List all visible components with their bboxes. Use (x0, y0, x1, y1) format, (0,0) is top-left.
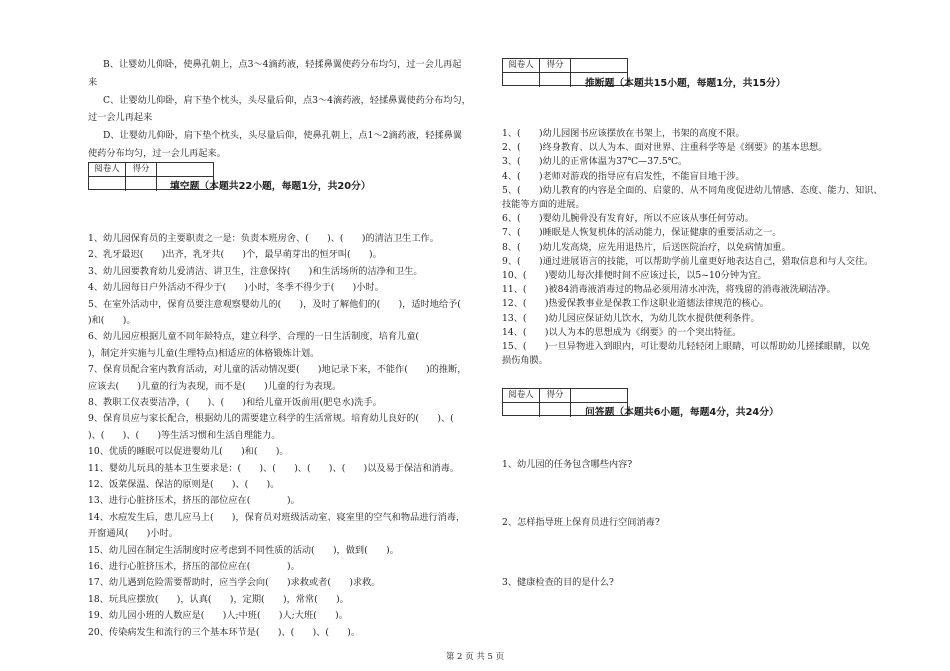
question-line: 应该去( )儿童的行为表现，而不是( )儿童的行为表现。 (88, 380, 342, 392)
reviewer-label: 阅卷人 (503, 389, 540, 402)
question-line: 2、乳牙最迟( )出齐，乳牙共( )个，最早萌芽出的恒牙叫( )。 (88, 249, 382, 261)
question-line: 4、( )老师对游戏的指导应有启发性，不能盲目地干涉。 (502, 170, 745, 182)
qa-title: 问答题（本题共6小题，每题4分，共24分） (585, 407, 779, 418)
question-line: 1、幼儿园保育员的主要职责之一是：负责本班房舍、( )、( )的清洁卫生工作。 (88, 233, 439, 244)
question-line: 11、( )被84消毒液消毒过的物品必须用清水冲洗，将残留的消毒液洗刷洁净。 (502, 284, 836, 296)
question-line: 9、( )通过进展语言的技能，可以帮助学前儿童更好地表达自己，猎取信息和与人交往。 (502, 255, 874, 267)
question-line: 10、( )婴幼儿每次排便时间不应该过长，以5~10分钟为宜。 (502, 270, 767, 281)
question-line: 开窗通风( )小时。 (88, 528, 178, 540)
question-line: 8、教职工仪表要洁净，( )、( )和给儿童开饭前用(肥皂水)洗手。 (88, 397, 382, 408)
question-line: 12、( )热爱保教事业是保教工作这职业道德法律规范的核心。 (502, 298, 769, 310)
question-line: 3、幼儿园要教育幼儿爱清洁、讲卫生，注意保持( )和生活场所的洁净和卫生。 (88, 265, 423, 277)
question-line: 7、( )睡眠是人恢复机体的活动能力，保证健康的重要活动之一。 (502, 227, 782, 239)
judge-title: 推断题（本题共15小题，每题1分，共15分） (585, 78, 786, 89)
option-line: 使药分布均匀，过一会儿再起来。 (88, 148, 226, 159)
question-line: 20、传染病发生和流行的三个基本环节是( )、( )、( )。 (88, 626, 361, 638)
qa-question: 3、健康检查的目的是什么? (502, 577, 614, 588)
question-line: 10、优质的睡眠可以促进婴幼儿( )和( )。 (88, 446, 289, 458)
option-line: 过一会儿再起来 (88, 112, 153, 123)
question-line: )、( )、( )等生活习惯和生活自理能力。 (88, 429, 281, 441)
question-line: 6、( )婴幼儿腕骨没有发育好，所以不应该从事任何劳动。 (502, 213, 754, 225)
question-line: 1、( )幼儿园图书应该摆放在书架上，书架的高度不限。 (502, 128, 745, 139)
question-line: 16、进行心脏挤压术，挤压的部位应在( )。 (88, 561, 300, 572)
question-line: 5、( )幼儿教育的内容是全面的、启蒙的、从不同角度促进幼儿情感、态度、能力、知识、 (502, 184, 883, 196)
question-line: 13、( )幼儿园应保证幼儿饮水，为幼儿饮水提供便利条件。 (502, 312, 760, 324)
question-line: 9、保育员应与家长配合，根据幼儿的需要建立科学的生活常规。培育幼儿良好的( )、( (88, 413, 454, 425)
option-line: B、让婴幼儿仰卧，使鼻孔朝上，点3～4滴药液，轻揉鼻翼使药分布均匀，过一会儿再起 (103, 59, 462, 70)
page-footer: 第 2 页 共 5 页 (445, 652, 505, 662)
question-line: 6、幼儿园应根据儿童不同年龄特点，建立科学、合理的一日生活制度，培育儿童( (88, 331, 438, 343)
score-label: 得分 (540, 59, 571, 72)
question-line: 损伤角膜。 (502, 355, 548, 367)
question-line: 8、( )幼儿发高烧，应先用退热片，后送医院治疗，以免病情加重。 (502, 241, 791, 253)
question-line: 15、幼儿园在制定生活制度时应考虑到不同性质的活动( )，做到( )。 (88, 544, 399, 556)
question-line: 14、水痘发生后，患儿应马上( )，保育员对班级活动室、寝室里的空气和物品进行消毒， (88, 511, 466, 523)
question-line: 2、( )终身教育、以人为本、面对世界、注重科学等是《纲要》的基本思想。 (502, 142, 828, 154)
option-line: C、让婴幼儿仰卧，肩下垫个枕头，头尽量后仰，点3～4滴药液，轻揉鼻翼使药分布均匀， (103, 95, 471, 106)
question-line: 4、幼儿园每日户外活动不得少于( )小时，冬季不得少于( )小时。 (88, 282, 384, 294)
question-line: 技能等方面的进展。 (502, 199, 585, 210)
option-line: D、让婴幼儿仰卧，肩下垫个枕头，头尽量后仰，使鼻孔朝上，点1～2滴药液，轻揉鼻翼 (103, 130, 462, 141)
fill-blank-title: 填空题（本题共22小题，每题1分，共20分） (170, 181, 371, 192)
question-line: 12、饭菜保温、保洁的原则是( )、( )。 (88, 479, 280, 490)
question-line: )和( )。 (88, 315, 136, 326)
question-line: 13、进行心脏挤压术，挤压的部位应在( )。 (88, 495, 300, 507)
question-line: 17、幼儿遇到危险需要帮助时，应当学会向( )求救或者( )求救。 (88, 577, 381, 589)
reviewer-label: 阅卷人 (89, 163, 126, 176)
question-line: )，制定并实施与儿童(生理特点)相适应的体格锻炼计划。 (88, 347, 320, 359)
question-line: 11、婴幼儿玩具的基本卫生要求是：( )、( )、( )、( )以及易于保洁和消毒。 (88, 462, 460, 474)
qa-question: 1、幼儿园的任务包含哪些内容? (502, 459, 633, 470)
reviewer-label: 阅卷人 (503, 59, 540, 72)
question-line: 3、( )幼儿的正常体温为37℃—37.5℃。 (502, 156, 688, 168)
question-line: 18、玩具应摆放( )，认真( )，定期( )，常常( )。 (88, 593, 349, 605)
qa-question: 2、怎样指导班上保育员进行空间消毒? (502, 517, 660, 528)
question-line: 5、在室外活动中，保育员要注意观察婴幼儿的( )，及时了解他们的( )，适时地给予( (88, 298, 461, 310)
score-label: 得分 (540, 389, 571, 402)
question-line: 15、( )一旦异物进入到眼内，可让婴幼儿轻轻闭上眼睛，可以帮助幼儿搓揉眼睛，以免 (502, 341, 870, 352)
question-line: 7、保育员配合室内教育活动，对儿童的活动情况要( )地记录下来，不能作( )的推断， (88, 364, 467, 376)
question-line: 14、( )以人为本的思想成为《纲要》的一个突出特征。 (502, 326, 742, 338)
score-label: 得分 (126, 163, 157, 176)
question-line: 19、幼儿园小班的人数应是( )人;中班( )人;大班( )。 (88, 610, 348, 622)
option-line: 来 (88, 77, 98, 88)
